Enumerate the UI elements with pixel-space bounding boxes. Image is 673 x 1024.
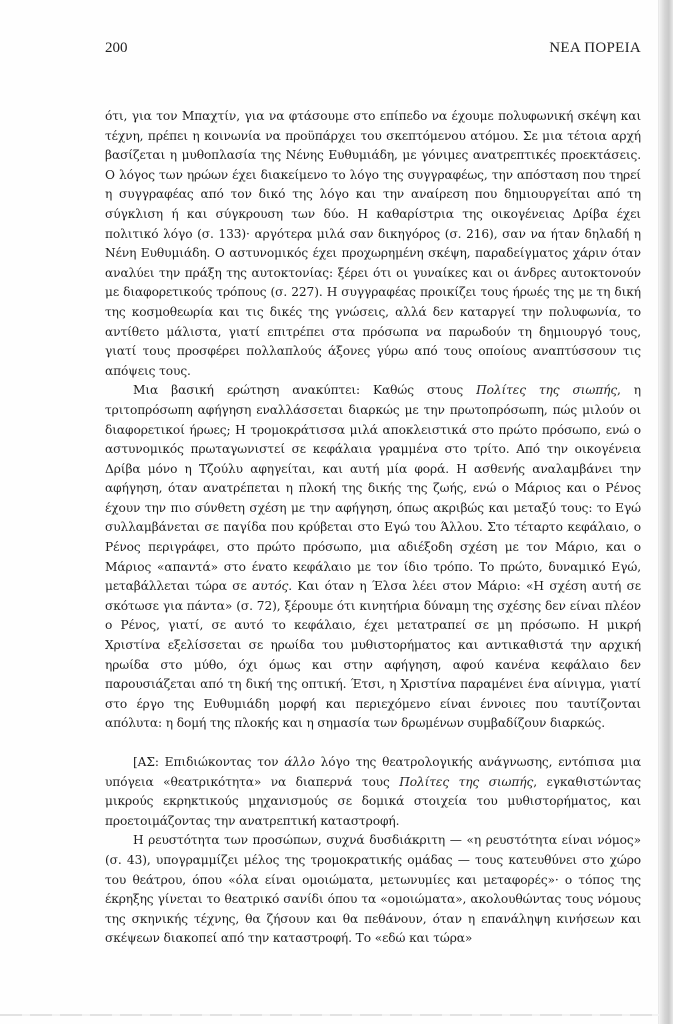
page-number: 200	[105, 40, 128, 56]
paragraph	[105, 831, 641, 949]
running-title: ΝΕΑ ΠΟΡΕΙΑ	[549, 40, 641, 56]
paragraph-text: λόγο της θεατρολογικής ανάγνωσης, εντόπισα μια υπόγεια «θεατρικότητα» να διαπερνά τους	[105, 755, 641, 789]
italic-title-text: άλλο	[284, 755, 315, 769]
body-text	[105, 107, 641, 949]
page-bottom-edge	[0, 1014, 659, 1016]
italic-title-text: Πολίτες της σιωπής	[399, 774, 534, 789]
paragraph-text: , η τριτοπρόσωπη αφήγηση εναλλάσσεται διαρκώς με την πρωτοπρόσωπη, πώς μιλούν οι διαφορετικοί ήρωες; Η τρομοκράτισσα μιλά αποκλειστικά στο πρώτο πρόσωπο, ενώ ο αστυνομικός πρωταγωνιστεί σε κεφάλαια γραμμένα στο τρίτο. Από την οικογένεια Δρίβα μόνο η Τζούλυ αφηγείται, και αυτή μία φορά. Η ασθενής αναλαμβάνει την αφήγηση, όταν ανατρέπεται η πλοκή της δικής της ζωής, ενώ ο Μάριος και ο Ρένος έχουν την πιο σύνθετη σχέση με την αφήγηση, όπως ακριβώς και μεταξύ τους: το Εγώ συλλαμβάνεται σε παγίδα που κρύβεται στο Εγώ του Άλλου. Στο τέταρτο κεφάλαιο, ο Ρένος περιγράφει, στο πρώτο πρόσωπο, μια αδιέξοδη σχέση με τον Μάριο, και ο Μάριος «απαντά» στο ένατο κεφάλαιο με τον ίδιο τρόπο. Το πρώτο, δυναμικό Εγώ, μεταβάλλεται τώρα σε	[105, 383, 642, 594]
paragraph-text: . Και όταν η Έλσα λέει στον Μάριο: «Η σχέση αυτή σε σκότωσε για πάντα» (σ. 72), ξέρουμε ότι κινητήρια δύναμη της σχέσης δεν είναι πλέον ο Ρένος, γιατί, σε αυτό το κεφάλαιο, έχει μετατραπεί σε μη πρόσωπο. Η μικρή Χριστίνα εξελίσσεται σε ηρωίδα του μυθιστορήματος και αντικαθιστά την αρχική ηρωίδα στο μύθο, όχι όμως και στην αφήγηση, αφού κανένα κεφάλαιο δεν παρουσιάζεται από τη δική της οπτική. Έτσι, η Χριστίνα παραμένει ένα αίνιγμα, γιατί στο έργο της Ευθυμιάδη μορφή και περιεχόμενο είναι έννοιες που ταυτίζονται απόλυτα: η δομή της πλοκής και η σημασία των δρωμένων συμβαδίζουν διαρκώς.	[105, 579, 642, 731]
paragraph-text: , εγκαθιστώντας μικρούς εκρηκτικούς μηχανισμούς σε δομικά στοιχεία του μυθιστορήματος, και προετοιμάζοντας την ανατρεπτική καταστροφή.	[105, 774, 641, 828]
running-header	[105, 40, 641, 60]
paragraph	[105, 381, 641, 734]
italic-title-text: Πολίτες της σιωπής	[476, 383, 618, 398]
book-gutter-shadow	[659, 0, 673, 1024]
paragraph-text: [ΑΣ: Επιδιώκοντας τον	[133, 755, 285, 769]
paragraph-text: ότι, για τον Μπαχτίν, για να φτάσουμε στο επίπεδο να έχουμε πολυφωνική σκέψη και τέχνη, πρέπει η κοινωνία να προϋπάρχει του σκεπτόμενου ατόμου. Σε μια τέτοια αρχή βασίζεται η μυθοπλασία της Νένης Ευθυμιάδη, με γόνιμες ανατρεπτικές προεκτάσεις. Ο λόγος των ηρώων έχει διακείμενο το λόγο της συγγραφέως, την απόσταση που τηρεί η συγγραφέας από τον δικό της λόγο και την αναίρεση που δημιουργείται από τη σύγκλιση ή και σύγκρουση των δύο. Η καθαρίστρια της οικογένειας Δρίβα έχει πολιτικό λόγο (σ. 133)· αργότερα μιλά σαν δικηγόρος (σ. 216), σαν να ήταν δηλαδή η Νένη Ευθυμιάδη. Ο αστυνομικός έχει προχωρημένη σκέψη, παραδείγματος χάριν όταν αναλύει την πράξη της αυτοκτονίας: ξέρει ότι οι γυναίκες και οι άνδρες αυτοκτονούν με διαφορετικούς τρόπους (σ. 227). Η συγγραφέας προικίζει τους ήρωές της με τη δική της κοσμοθεωρία και τις δικές της γνώσεις, αλλά δεν καταργεί την πολυφωνία, το αντίθετο μάλιστα, γιατί επιτρέπει στα πρόσωπα να παρωδούν τη δημιουργό τους, γιατί τους προσφέρει πολλαπλούς άξονες γύρω από τους οποίους αναπτύσσουν τις απόψεις τους.	[105, 109, 641, 378]
italic-title-text: αυτός	[252, 579, 289, 594]
paragraph	[105, 753, 641, 831]
paragraph-text: Η ρευστότητα των προσώπων, συχνά δυσδιάκριτη — «η ρευστότητα είναι νόμος» (σ. 43), υπογραμμίζει μέλος της τρομοκρατικής ομάδας — τους κατευθύνει στο χώρο του θεάτρου, όπου «όλα είναι ομοιώματα, μετωνυμίες και μεταφορές»· ο τόπος της έκρηξης γίνεται το θεατρικό σανίδι όπου τα «ομοιώματα», ακολουθώντας τους νόμους της σκηνικής τέχνης, θα ζήσουν και θα πεθάνουν, όταν η επανάληψη κινήσεων και σκέψεων διακοπεί από την καταστροφή. Το «εδώ και τώρα»	[105, 833, 641, 946]
paragraph-text: Μια βασική ερώτηση ανακύπτει: Καθώς στους	[133, 383, 477, 398]
paragraph	[105, 107, 641, 381]
